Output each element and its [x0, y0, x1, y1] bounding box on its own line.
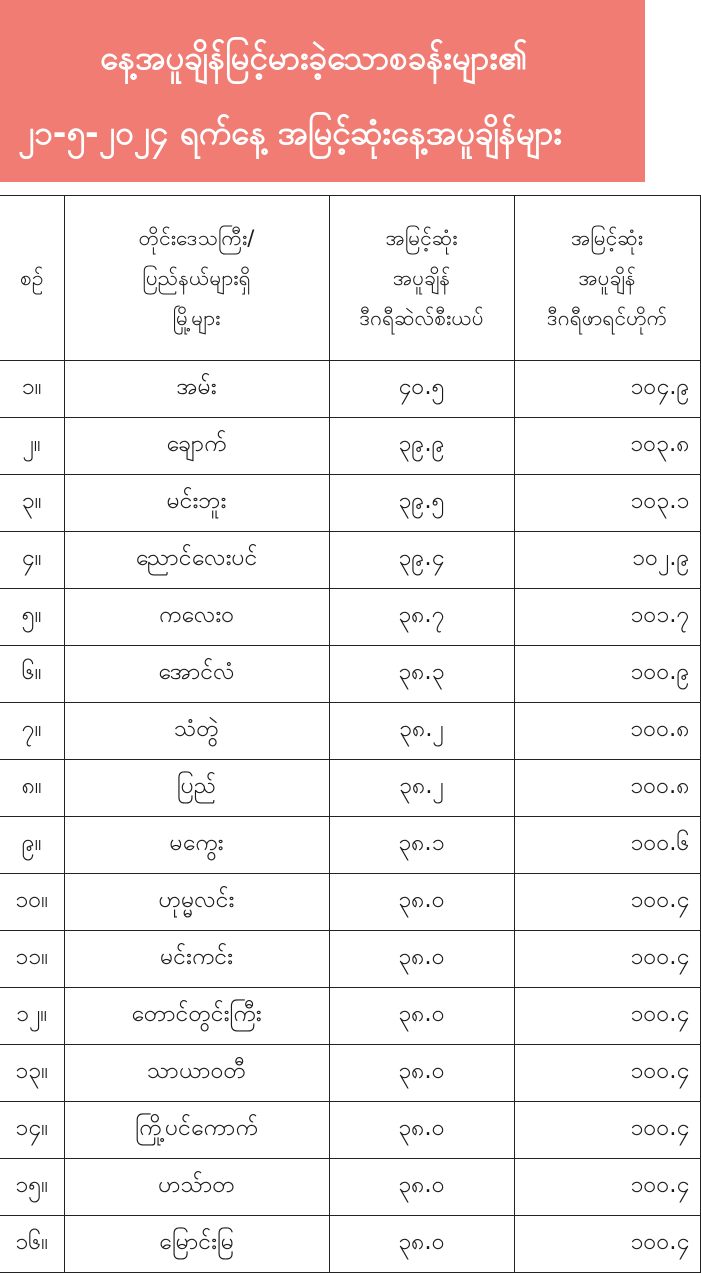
- cell-fahrenheit: ၁၀၀.၈: [514, 703, 700, 760]
- table-row: [0, 703, 700, 760]
- cell-place: ချောက်: [64, 418, 329, 475]
- cell-celsius: ၃၈.၀: [329, 1102, 514, 1159]
- cell-fahrenheit: ၁၀၀.၄: [514, 1045, 700, 1102]
- cell-serial-no: ၂။: [0, 418, 64, 475]
- cell-place: အမ်း: [64, 361, 329, 418]
- cell-celsius: ၄၀.၅: [329, 361, 514, 418]
- cell-serial-no: ၁၅။: [0, 1159, 64, 1216]
- header-place-line-1: တိုင်းဒေသကြီး/: [138, 226, 255, 250]
- table-row: [0, 361, 700, 418]
- cell-celsius: ၃၈.၂: [329, 703, 514, 760]
- cell-fahrenheit: ၁၀၂.၉: [514, 532, 700, 589]
- cell-place: တောင်တွင်းကြီး: [64, 988, 329, 1045]
- cell-serial-no: ၁၃။: [0, 1045, 64, 1102]
- cell-serial-no: ၁၀။: [0, 874, 64, 931]
- cell-fahrenheit: ၁၀၀.၄: [514, 1102, 700, 1159]
- table-row: [0, 988, 700, 1045]
- header-place-line-3: မြို့များ: [172, 306, 221, 330]
- cell-serial-no: ၁၂။: [0, 988, 64, 1045]
- cell-place: ဟသ်ာတ: [64, 1159, 329, 1216]
- cell-place: မကွေး: [64, 817, 329, 874]
- cell-place: ကြို့ပင်ကောက်: [64, 1102, 329, 1159]
- header-fahrenheit-line-2: အပူချိန်: [578, 266, 636, 290]
- cell-serial-no: ၄။: [0, 532, 64, 589]
- cell-fahrenheit: ၁၀၀.၄: [514, 988, 700, 1045]
- cell-fahrenheit: ၁၀၀.၄: [514, 931, 700, 988]
- table-row: [0, 646, 700, 703]
- table-row: [0, 1102, 700, 1159]
- cell-place: မြောင်းမြ: [64, 1216, 329, 1273]
- cell-place: ပြည်: [64, 760, 329, 817]
- header-celsius-line-3: ဒီဂရီဆဲလ်စီးယပ်: [359, 306, 484, 330]
- cell-serial-no: ၁၁။: [0, 931, 64, 988]
- cell-celsius: ၃၈.၇: [329, 589, 514, 646]
- cell-place: ကလေးဝ: [64, 589, 329, 646]
- table-row: [0, 418, 700, 475]
- cell-place: မင်းဘူး: [64, 475, 329, 532]
- table-row: [0, 475, 700, 532]
- cell-serial-no: ၅။: [0, 589, 64, 646]
- header-place-line-2: ပြည်နယ်များရှိ: [142, 266, 251, 290]
- cell-serial-no: ၁။: [0, 361, 64, 418]
- table-header-row: [0, 196, 700, 361]
- cell-celsius: ၃၈.၀: [329, 1045, 514, 1102]
- banner-title-line-2: ၂၁-၅-၂၀၂၄ ရက်နေ့ အမြင့်ဆုံးနေ့အပူချိန်များ: [18, 113, 562, 152]
- cell-celsius: ၃၈.၃: [329, 646, 514, 703]
- header-serial-no: စဉ်: [0, 196, 64, 361]
- cell-fahrenheit: ၁၀၃.၁: [514, 475, 700, 532]
- cell-fahrenheit: ၁၀၄.၉: [514, 361, 700, 418]
- table-row: [0, 1045, 700, 1102]
- cell-serial-no: ၇။: [0, 703, 64, 760]
- header-celsius: [329, 196, 514, 361]
- cell-place: ညောင်လေးပင်: [64, 532, 329, 589]
- temperature-table: [0, 195, 701, 1273]
- table-row: [0, 874, 700, 931]
- table-row: [0, 817, 700, 874]
- cell-fahrenheit: ၁၀၃.၈: [514, 418, 700, 475]
- banner-title-line-1: နေ့အပူချိန်မြင့်မားခဲ့သောစခန်းများ၏: [100, 38, 528, 77]
- title-banner: [0, 0, 645, 182]
- table-row: [0, 931, 700, 988]
- table-row: [0, 589, 700, 646]
- table-body: [0, 361, 700, 1273]
- cell-celsius: ၃၈.၀: [329, 1159, 514, 1216]
- table-row: [0, 532, 700, 589]
- cell-fahrenheit: ၁၀၀.၈: [514, 760, 700, 817]
- cell-celsius: ၃၈.၁: [329, 817, 514, 874]
- table-row: [0, 1216, 700, 1273]
- cell-celsius: ၃၉.၉: [329, 418, 514, 475]
- cell-serial-no: ၆။: [0, 646, 64, 703]
- cell-place: သံတွဲ: [64, 703, 329, 760]
- header-fahrenheit: [514, 196, 700, 361]
- header-celsius-line-1: အမြင့်ဆုံး: [385, 226, 458, 250]
- cell-place: ဟုမ္မလင်း: [64, 874, 329, 931]
- cell-celsius: ၃၉.၅: [329, 475, 514, 532]
- cell-celsius: ၃၉.၄: [329, 532, 514, 589]
- header-celsius-line-2: အပူချိန်: [392, 266, 451, 290]
- cell-fahrenheit: ၁၀၀.၉: [514, 646, 700, 703]
- cell-fahrenheit: ၁၀၀.၄: [514, 1159, 700, 1216]
- header-fahrenheit-line-3: ဒီဂရီဖာရင်ဟိုက်: [546, 306, 668, 330]
- cell-place: သာယာဝတီ: [64, 1045, 329, 1102]
- cell-fahrenheit: ၁၀၁.၇: [514, 589, 700, 646]
- cell-serial-no: ၉။: [0, 817, 64, 874]
- cell-celsius: ၃၈.၀: [329, 931, 514, 988]
- cell-celsius: ၃၈.၀: [329, 988, 514, 1045]
- cell-celsius: ၃၈.၀: [329, 1216, 514, 1273]
- cell-place: မင်းကင်း: [64, 931, 329, 988]
- cell-serial-no: ၈။: [0, 760, 64, 817]
- cell-serial-no: ၁၄။: [0, 1102, 64, 1159]
- cell-celsius: ၃၈.၂: [329, 760, 514, 817]
- cell-celsius: ၃၈.၀: [329, 874, 514, 931]
- cell-fahrenheit: ၁၀၀.၄: [514, 1216, 700, 1273]
- cell-serial-no: ၃။: [0, 475, 64, 532]
- table-row: [0, 1159, 700, 1216]
- cell-place: အောင်လံ: [64, 646, 329, 703]
- header-place: [64, 196, 329, 361]
- cell-fahrenheit: ၁၀၀.၄: [514, 874, 700, 931]
- cell-serial-no: ၁၆။: [0, 1216, 64, 1273]
- cell-fahrenheit: ၁၀၀.၆: [514, 817, 700, 874]
- table-row: [0, 760, 700, 817]
- header-fahrenheit-line-1: အမြင့်ဆုံး: [570, 226, 644, 250]
